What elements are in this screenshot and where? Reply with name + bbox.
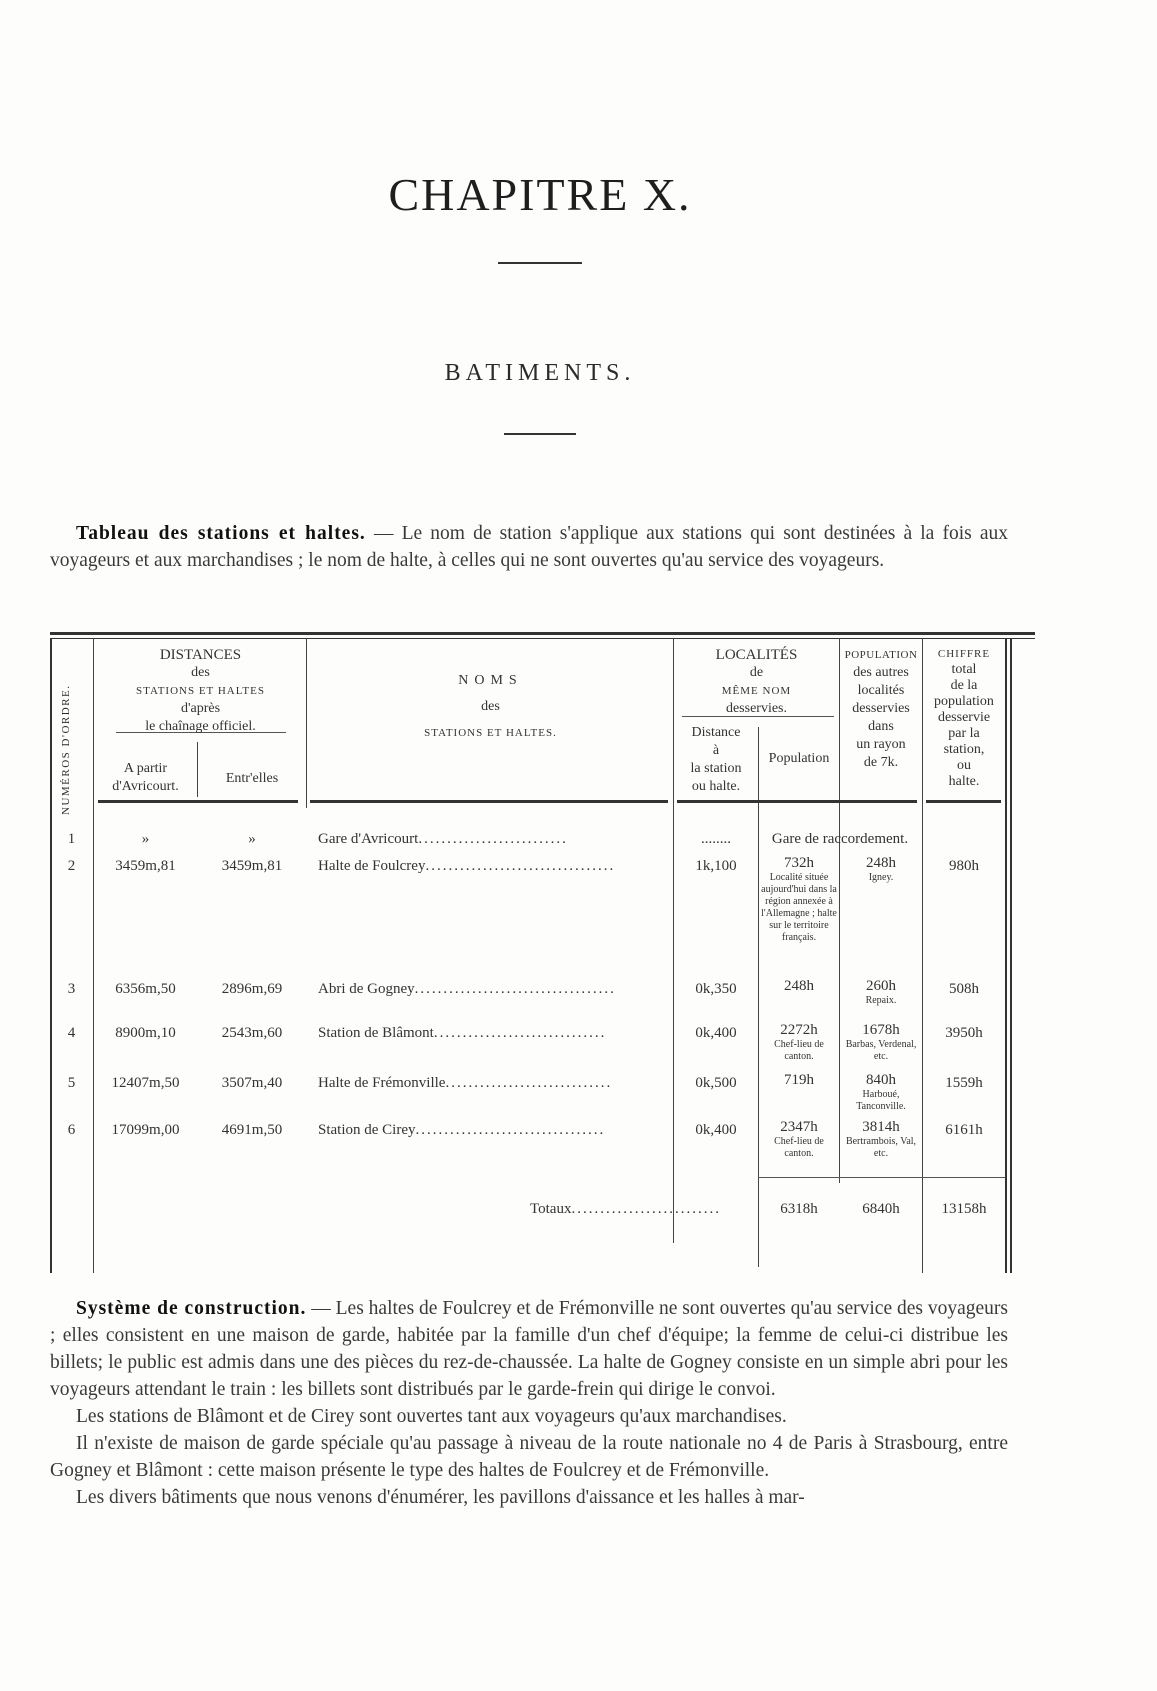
row-distance: 0k,500: [695, 1075, 737, 1091]
col-line-dist: [758, 727, 759, 1267]
col-line-right: [1005, 638, 1007, 1273]
row-population: 732h Localité située aujourd'hui dans la région annexée à l'Allemagne ; halte sur le territoire français.: [761, 855, 837, 943]
row-name: Gare d'Avricourt..........................: [318, 831, 568, 847]
header-other-population: POPULATION des autres localités desservies dans un rayon de 7k.: [844, 649, 918, 770]
header-bottom-rule: [98, 800, 298, 803]
row-between: 2543m,60: [221, 1025, 283, 1041]
row-distance: 0k,400: [695, 1122, 737, 1138]
row-total: 980h: [949, 858, 979, 874]
section-title: BATIMENTS.: [444, 360, 636, 386]
header-population: Population: [768, 751, 830, 766]
row-from: 6356m,50: [115, 981, 176, 997]
section-rule: [504, 433, 576, 435]
stations-table: [50, 632, 1035, 1277]
totals-total: 13158h: [941, 1201, 987, 1217]
header-total: CHIFFRE total de la population desservie par la station, ou halte.: [934, 648, 994, 789]
row-total: 6161h: [945, 1122, 983, 1138]
row-population: 719h: [784, 1072, 814, 1088]
col-line-distances: [306, 638, 307, 808]
intro-text: — Le nom de station s'applique aux stations qui sont destinées à la fois aux voyageurs et aux marchandises ; le nom de halte, à celles qui ne sont ouvertes qu'au service des voyageurs.: [50, 523, 1008, 571]
header-bottom-rule-loc: [677, 800, 917, 803]
row-other-population: 248h Igney.: [866, 855, 896, 883]
totals-other-population: 6840h: [862, 1201, 900, 1217]
header-between: Entr'elles: [225, 771, 279, 786]
row-other-population: 1678h Barbas, Verdenal, etc.: [845, 1022, 917, 1062]
col-line-order: [93, 638, 94, 1273]
row-name: Abri de Gogney...................................: [318, 981, 616, 997]
row-other-population: 260h Repaix.: [865, 978, 897, 1006]
header-distances: DISTANCES des STATIONS ET HALTES d'après le chaînage officiel.: [136, 647, 265, 734]
construction-lead: Système de construction.: [76, 1298, 307, 1319]
row-total: 1559h: [945, 1075, 983, 1091]
row-between: 3459m,81: [221, 858, 283, 874]
col-line-right-outer: [1010, 638, 1012, 1273]
row-from: 17099m,00: [111, 1122, 180, 1138]
row-population: Gare de raccordement.: [771, 831, 909, 847]
row-between: 3507m,40: [221, 1075, 283, 1091]
header-from-avricourt: A partir d'Avricourt.: [112, 761, 179, 794]
row-name: Halte de Foulcrey.................................: [318, 858, 616, 874]
row-name: Station de Cirey.................................: [318, 1122, 606, 1138]
row-total: 508h: [949, 981, 979, 997]
row-from: »: [141, 831, 150, 847]
row-between: 2896m,69: [221, 981, 283, 997]
totals-rule: [758, 1177, 1005, 1178]
row-population: 248h: [784, 978, 814, 994]
row-from: 8900m,10: [115, 1025, 176, 1041]
header-order: NUMÉROS D'ORDRE.: [60, 684, 72, 815]
totals-population: 6318h: [780, 1201, 818, 1217]
row-number: 3: [67, 981, 76, 997]
row-total: 3950h: [945, 1025, 983, 1041]
row-from: 3459m,81: [115, 858, 176, 874]
row-distance: ........: [701, 831, 731, 847]
row-other-population: 840h Harboué, Tanconville.: [856, 1072, 906, 1112]
construction-paragraph-2: Les stations de Blâmont et de Cirey sont ouvertes tant aux voyageurs qu'aux marchandises.: [76, 1406, 787, 1427]
intro-paragraph: [50, 520, 1008, 574]
construction-paragraph-3: Il n'existe de maison de garde spéciale qu'au passage à niveau de la route nationale no 4 de Paris à Strasbourg, entre Gogney et Blâmont : cette maison présente le type des haltes de Foulcrey et de Frémonville.: [50, 1433, 1008, 1481]
row-name: Station de Blâmont..............................: [318, 1025, 607, 1041]
row-between: 4691m,50: [221, 1122, 283, 1138]
construction-text: [50, 1295, 1008, 1511]
table-top-border-inner: [50, 638, 1035, 639]
construction-paragraph-1: — Les haltes de Foulcrey et de Frémonville ne sont ouvertes qu'au service des voyageurs ; elles consistent en une maison de garde, habitée par la famille d'un chef d'équipe; la femme de celui-ci distribue les billets; le public est admis dans une des pièces du rez-de-chaussée. La halte de Gogney consiste en un simple abri pour les voyageurs attendant le train : les billets sont distribués par le garde-frein qui dirige le convoi.: [50, 1298, 1009, 1400]
construction-paragraph-4: Les divers bâtiments que nous venons d'énumérer, les pavillons d'aissance et les halles à mar-: [76, 1487, 805, 1508]
row-population: 2347h Chef-lieu de canton.: [774, 1119, 824, 1159]
row-number: 6: [67, 1122, 76, 1138]
row-distance: 1k,100: [695, 858, 737, 874]
row-distance: 0k,350: [695, 981, 737, 997]
row-number: 2: [67, 858, 76, 874]
totals-label: Totaux..........................: [530, 1201, 721, 1217]
row-number: 1: [67, 831, 76, 847]
header-bottom-rule-total: [926, 800, 1001, 803]
row-population: 2272h Chef-lieu de canton.: [774, 1022, 824, 1062]
row-number: 4: [67, 1025, 76, 1041]
intro-lead: Tableau des stations et haltes.: [76, 523, 366, 544]
header-names: NOMS des STATIONS ET HALTES.: [424, 673, 557, 739]
row-between: »: [248, 831, 256, 847]
row-from: 12407m,50: [111, 1075, 180, 1091]
row-number: 5: [67, 1075, 76, 1091]
header-bottom-rule-names: [310, 800, 668, 803]
header-localities: LOCALITÉS de MÊME NOM desservies.: [715, 647, 798, 716]
row-other-population: 3814h Bertrambois, Val, etc.: [845, 1119, 917, 1159]
row-distance: 0k,400: [695, 1025, 737, 1041]
table-top-border: [50, 632, 1035, 635]
chapter-title: CHAPITRE X.: [388, 169, 692, 220]
title-rule: [498, 262, 582, 264]
header-distance: Distance à la station ou halte.: [690, 725, 742, 794]
row-name: Halte de Frémonville.............................: [318, 1075, 613, 1091]
col-line-left: [50, 638, 52, 1273]
